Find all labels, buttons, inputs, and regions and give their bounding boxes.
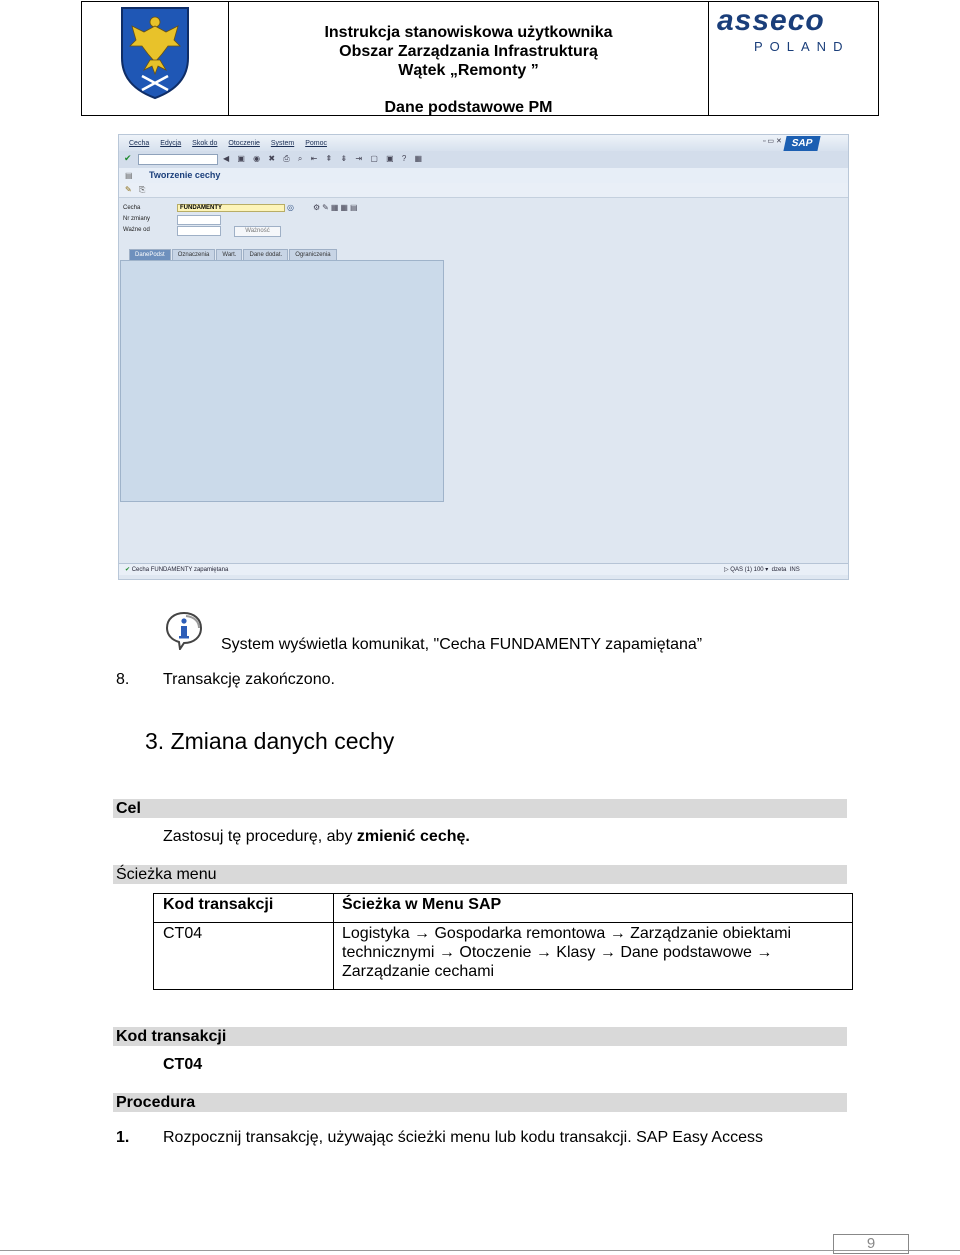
procedura-bar xyxy=(113,1093,847,1112)
transaction-icon: ▤ xyxy=(125,171,133,180)
window-controls-icon[interactable]: ▫ ▭ ✕ xyxy=(763,138,782,145)
kod-bar xyxy=(113,1027,847,1046)
procedura-label: Procedura xyxy=(116,1094,196,1111)
sap-menu-edycja[interactable]: Edycja xyxy=(160,140,182,147)
logo-cell xyxy=(709,2,878,115)
other-icon[interactable]: ⎘ xyxy=(139,185,146,194)
table-header-path: Ścieżka w Menu SAP xyxy=(342,896,502,913)
system-info: ▷ QAS (1) 100 ▾ dzeta INS xyxy=(724,567,800,573)
logo-subtitle: POLAND xyxy=(754,39,850,54)
document-header xyxy=(81,1,879,116)
info-icon xyxy=(164,610,204,650)
step-1-text: Rozpocznij transakcję, używając ścieżki menu lub kodu transakcji. SAP Easy Access xyxy=(163,1129,763,1146)
sap-menu-skok-do[interactable]: Skok do xyxy=(192,140,218,147)
step-1-number: 1. xyxy=(116,1129,130,1146)
menu-path-table xyxy=(153,893,853,990)
validity-button[interactable]: Ważność xyxy=(234,226,281,237)
cel-label: Cel xyxy=(116,800,141,817)
sap-menu xyxy=(129,140,336,147)
table-cell-path: Logistyka → Gospodarka remontowa → Zarządzanie obiektami technicznymi → Otoczenie → Klasy → Dane podstawowe → Zarządzanie cechami xyxy=(342,925,792,980)
display-change-icon[interactable]: ✎ xyxy=(125,185,132,194)
tab-content-panel xyxy=(120,260,444,502)
svg-text:asseco: asseco xyxy=(717,8,825,34)
label-cecha: Cecha xyxy=(123,205,141,211)
info-message: System wyświetla komunikat, "Cecha FUNDAMENTY zapamiętana” xyxy=(221,636,703,653)
sap-menubar xyxy=(119,135,848,151)
sap-titlebar xyxy=(119,168,848,183)
header-line-2: Obszar Zarządzania Infrastrukturą xyxy=(339,43,598,60)
field-action-icons[interactable]: ⚙✎▦▦▤ xyxy=(313,203,360,212)
sap-menu-cecha[interactable]: Cecha xyxy=(129,140,150,147)
crest-cell xyxy=(82,2,229,115)
page-number: 9 xyxy=(833,1234,909,1254)
sap-application-toolbar xyxy=(119,183,848,198)
success-icon: ✔ xyxy=(125,567,132,573)
header-line-1: Instrukcja stanowiskowa użytkownika xyxy=(324,24,613,41)
tab-ograniczenia[interactable]: Ograniczenia xyxy=(289,249,336,261)
nr-zmiany-input[interactable] xyxy=(177,215,221,225)
sap-standard-toolbar xyxy=(119,151,848,169)
tab-oznaczenia[interactable]: Oznaczenia xyxy=(172,249,216,261)
tab-wart[interactable]: Wart. xyxy=(216,249,242,261)
kod-label: Kod transakcji xyxy=(116,1028,227,1045)
status-message: ✔ Cecha FUNDAMENTY zapamiętana xyxy=(125,567,229,573)
step-8-text: Transakcję zakończono. xyxy=(163,671,335,688)
sap-menu-pomoc[interactable]: Pomoc xyxy=(305,140,327,147)
toolbar-icons[interactable]: ◀ ▣ ◉ ✖ ⎙ ⌕ ⇤ ⇞ ⇟ ⇥ ▢ ▣ ? ▦ xyxy=(223,154,426,163)
section-title: Zmiana danych cechy xyxy=(170,728,395,754)
sap-statusbar xyxy=(119,563,848,575)
sap-logo-icon: SAP xyxy=(783,136,820,151)
match-code-icon[interactable]: ◎ xyxy=(287,203,294,212)
sciezka-label: Ścieżka menu xyxy=(116,866,217,883)
cel-text: Zastosuj tę procedurę, aby zmienić cechę. xyxy=(163,828,470,845)
coat-of-arms-icon xyxy=(82,2,228,115)
sap-menu-system[interactable]: System xyxy=(270,140,295,147)
label-nr-zmiany: Nr zmiany xyxy=(123,216,151,222)
section-number: 3. xyxy=(145,728,165,754)
header-title-cell xyxy=(229,2,709,115)
table-header-code: Kod transakcji xyxy=(163,896,274,913)
section-heading xyxy=(145,728,394,755)
sap-screenshot xyxy=(118,134,849,580)
tab-dane-podst[interactable]: DanePodst xyxy=(129,249,171,261)
sciezka-bar xyxy=(113,865,847,884)
label-wazne-od: Ważne od xyxy=(123,227,150,233)
enter-check-icon[interactable]: ✔ xyxy=(124,153,132,163)
header-line-3: Wątek „Remonty ” xyxy=(398,62,539,79)
kod-value: CT04 xyxy=(163,1056,203,1073)
asseco-logo xyxy=(717,8,869,34)
header-line-4: Dane podstawowe PM xyxy=(384,99,553,116)
cel-bar xyxy=(113,799,847,818)
step-8-number: 8. xyxy=(116,671,130,688)
table-cell-code: CT04 xyxy=(163,925,203,942)
cecha-input[interactable]: FUNDAMENTY xyxy=(177,204,285,212)
tab-dane-dodat[interactable]: Dane dodat. xyxy=(243,249,288,261)
sap-screen-title: Tworzenie cechy xyxy=(149,170,221,180)
footer-line xyxy=(0,1250,960,1251)
command-field[interactable] xyxy=(138,154,218,165)
sap-menu-otoczenie[interactable]: Otoczenie xyxy=(228,140,260,147)
sap-tabstrip xyxy=(129,249,338,260)
wazne-od-input[interactable] xyxy=(177,226,221,236)
